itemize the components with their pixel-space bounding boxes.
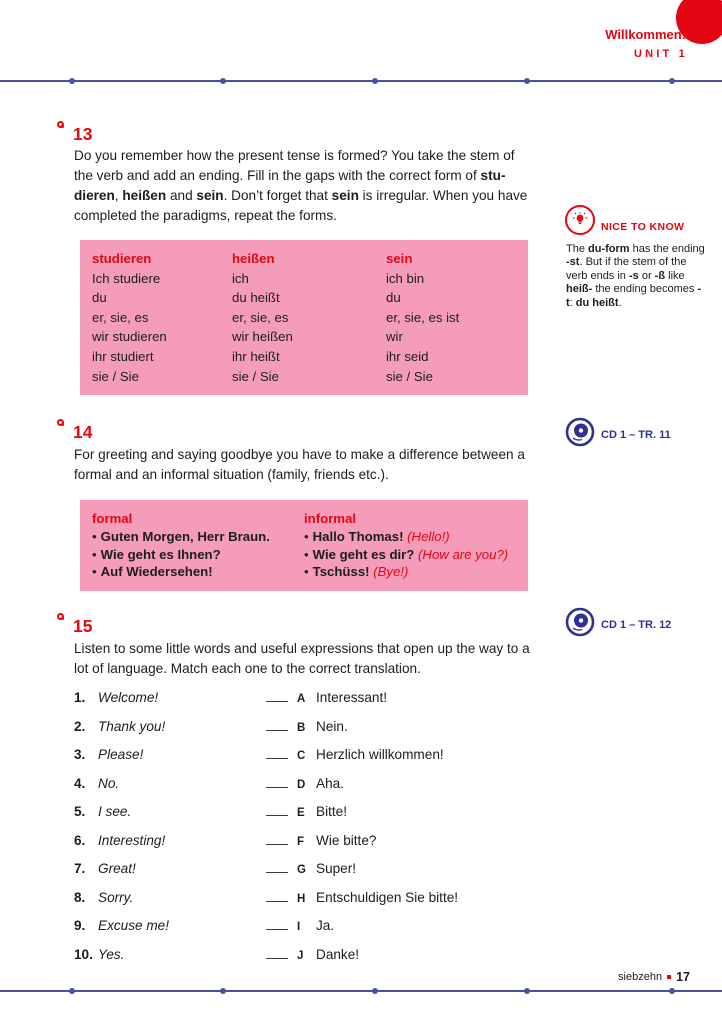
table-cell: sie / Sie	[386, 368, 433, 384]
answer-blank[interactable]	[266, 860, 288, 873]
answer-blank[interactable]	[266, 746, 288, 759]
match-letter: E	[297, 807, 305, 819]
match-row	[74, 774, 534, 795]
match-number: 6.	[74, 832, 86, 848]
match-english: Please!	[98, 747, 144, 762]
match-letter: G	[297, 864, 306, 876]
match-row	[74, 859, 534, 880]
phrase-item	[304, 563, 516, 581]
match-letter: A	[297, 693, 306, 705]
answer-blank[interactable]	[266, 689, 288, 702]
table-cell: sie / Sie	[92, 368, 139, 384]
answer-blank[interactable]	[266, 775, 288, 788]
answer-blank[interactable]	[266, 718, 288, 731]
cd-icon	[565, 417, 595, 447]
divider-dot	[669, 78, 675, 84]
nice-to-know-title: NICE TO KNOW	[601, 221, 685, 233]
phrase-text: Guten Morgen, Herr Braun.	[100, 528, 270, 544]
table-cell: ich bin	[386, 270, 425, 286]
match-letter: F	[297, 835, 305, 848]
match-letter: D	[297, 778, 306, 791]
answer-blank[interactable]	[266, 889, 288, 902]
match-english: Great!	[98, 861, 136, 876]
cd-track-label: CD 1 – TR. 11	[601, 429, 671, 441]
divider-dot	[372, 988, 378, 994]
match-english: Interesting!	[98, 832, 166, 848]
greetings-box	[80, 500, 528, 591]
footer-page-number: 17	[676, 970, 690, 984]
formal-column	[92, 510, 304, 581]
table-cell: ich	[232, 270, 249, 286]
match-number: 9.	[74, 918, 86, 933]
informal-title: informal	[304, 511, 357, 526]
match-number: 3.	[74, 747, 86, 762]
exercise-number: 15	[73, 616, 93, 636]
exercise-number: 13	[73, 124, 93, 144]
top-divider	[0, 80, 722, 82]
exercise-14-instructions: For greeting and saying goodbye you have to make a difference between a formal and an informal situation (family, friends etc.).	[74, 447, 525, 482]
exercise-marker-icon	[57, 613, 64, 620]
table-header-heissen: heißen	[232, 251, 275, 266]
match-row	[74, 945, 534, 966]
phrase-text: Hallo Thomas!	[312, 528, 404, 544]
phrase-item	[92, 563, 304, 581]
match-german: Bitte!	[316, 804, 347, 819]
divider-dot	[69, 988, 75, 994]
match-letter: B	[297, 721, 306, 734]
table-cell: ihr seid	[386, 348, 429, 364]
table-cell: ihr studiert	[92, 348, 154, 364]
divider-dot	[669, 988, 675, 994]
match-row	[74, 688, 534, 709]
phrase-translation: (Bye!)	[373, 564, 409, 580]
phrase-item	[92, 528, 304, 546]
match-german: Danke!	[316, 946, 360, 962]
match-row	[74, 745, 534, 766]
match-english: I see.	[98, 804, 132, 819]
verb-heissen: heißen	[122, 188, 167, 203]
match-german: Wie bitte?	[316, 832, 377, 848]
matching-list	[74, 688, 534, 973]
bullet-icon: •	[304, 546, 309, 562]
match-letter: J	[297, 949, 304, 962]
exercise-13-instructions: Do you remember how the present tense is formed? You take the stem of the verb and add an ending. Fill in the gaps with the correct form of stu-dieren, heißen and sein. Don’t forget that sein is irregular. When you have completed the paradigms, repeat the forms.	[74, 148, 528, 223]
exercise-marker-icon	[57, 121, 64, 128]
exercise-marker-icon	[57, 419, 64, 426]
table-cell: du heißt	[232, 290, 280, 306]
table-cell: ihr heißt	[232, 348, 280, 364]
table-cell: er, sie, es ist	[386, 309, 460, 325]
table-cell: du	[386, 290, 401, 306]
match-row	[74, 802, 534, 823]
match-german: Herzlich willkommen!	[316, 747, 444, 762]
verb-studieren: stu-dieren	[74, 168, 506, 203]
match-english: Welcome!	[98, 690, 159, 705]
bottom-divider	[0, 990, 722, 992]
table-cell: wir	[386, 329, 403, 345]
formal-title: formal	[92, 511, 133, 526]
table-header-studieren: studieren	[92, 251, 152, 266]
match-english: Excuse me!	[98, 918, 170, 933]
answer-blank[interactable]	[266, 803, 288, 816]
divider-dot	[524, 78, 530, 84]
phrase-item	[304, 528, 516, 546]
bullet-icon: •	[92, 528, 97, 544]
bullet-icon: •	[92, 546, 97, 562]
match-number: 2.	[74, 718, 86, 734]
footer-square-icon	[667, 975, 671, 979]
bullet-icon: •	[304, 528, 309, 544]
phrase-text: Auf Wiedersehen!	[100, 564, 213, 580]
divider-dot	[220, 78, 226, 84]
match-english: Thank you!	[98, 718, 166, 734]
match-letter: H	[297, 892, 306, 905]
match-german: Ja.	[316, 918, 335, 933]
match-letter: I	[297, 921, 301, 933]
exercise-15-instructions: Listen to some little words and useful expressions that open up the way to a lot of language. Match each one to the correct translation.	[74, 641, 530, 676]
table-cell: er, sie, es	[92, 309, 149, 325]
phrase-item	[92, 546, 304, 564]
match-english: Yes.	[98, 946, 125, 962]
cd-track-label: CD 1 – TR. 12	[601, 619, 672, 631]
table-cell: wir studieren	[92, 329, 167, 345]
divider-dot	[524, 988, 530, 994]
match-number: 10.	[74, 946, 93, 962]
bullet-icon: •	[92, 564, 97, 580]
lightbulb-icon	[565, 205, 595, 235]
match-row	[74, 717, 534, 738]
nice-to-know-text: The du-form has the ending -st. But if the stem of the verb ends in -s or -ß like heiß- the ending becomes -t: du heißt.	[566, 243, 705, 309]
match-row	[74, 831, 534, 852]
phrase-text: Wie geht es dir?	[312, 546, 415, 562]
answer-blank[interactable]	[266, 917, 288, 930]
unit-label: UNIT 1	[633, 48, 688, 60]
divider-dot	[372, 78, 378, 84]
page-footer	[618, 970, 690, 984]
answer-blank[interactable]	[266, 832, 288, 845]
match-number: 4.	[74, 775, 86, 791]
match-number: 1.	[74, 690, 86, 705]
phrase-text: Tschüss!	[312, 564, 370, 580]
match-german: Nein.	[316, 718, 348, 734]
table-cell: er, sie, es	[232, 309, 289, 325]
page-title: Willkommen!	[605, 27, 686, 42]
table-cell: sie / Sie	[232, 368, 279, 384]
phrase-text: Wie geht es Ihnen?	[100, 546, 221, 562]
match-letter: C	[297, 750, 306, 762]
match-german: Aha.	[316, 775, 344, 791]
match-english: Sorry.	[98, 889, 134, 905]
match-number: 8.	[74, 889, 86, 905]
divider-dot	[69, 78, 75, 84]
verb-sein: sein	[196, 188, 224, 203]
phrase-item	[304, 546, 516, 564]
table-cell: Ich studiere	[92, 270, 161, 286]
match-german: Entschuldigen Sie bitte!	[316, 889, 459, 905]
match-number: 5.	[74, 804, 86, 819]
instruction-text: Do you remember how the present tense is formed? You take the stem of the verb and add an ending. Fill in the gaps with the correct form of	[74, 148, 515, 183]
table-header-sein: sein	[386, 251, 413, 266]
answer-blank[interactable]	[266, 946, 288, 959]
table-cell: wir heißen	[232, 329, 293, 345]
bullet-icon: •	[304, 564, 309, 580]
match-english: No.	[98, 775, 120, 791]
exercise-number: 14	[73, 422, 93, 442]
match-german: Super!	[316, 861, 357, 876]
match-number: 7.	[74, 861, 86, 876]
footer-page-word: siebzehn	[618, 971, 663, 983]
divider-dot	[220, 988, 226, 994]
match-row	[74, 916, 534, 937]
match-german: Interessant!	[316, 690, 388, 705]
cd-icon	[565, 607, 595, 637]
informal-column	[304, 510, 516, 581]
conjugation-table	[80, 240, 528, 395]
table-cell: du	[92, 290, 107, 306]
phrase-translation: (Hello!)	[407, 528, 450, 544]
match-row	[74, 888, 534, 909]
phrase-translation: (How are you?)	[418, 546, 509, 562]
